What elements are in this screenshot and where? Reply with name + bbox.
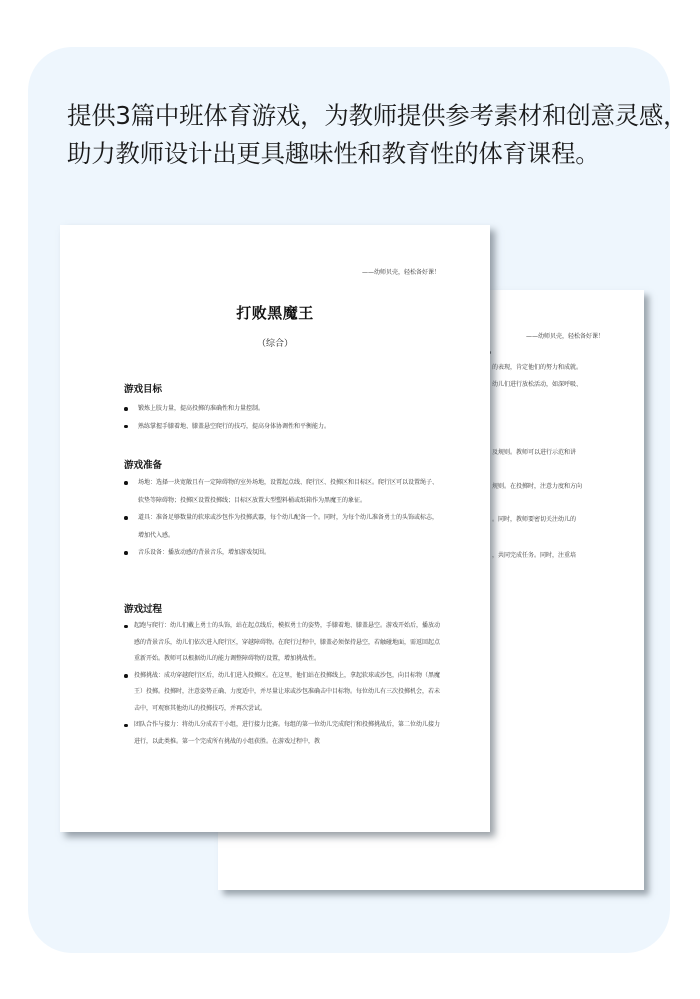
list-item: 音乐设备：播放动感的背景音乐，增加游戏氛围。 [124, 544, 440, 562]
list-item: 锻炼上肢力量，提高投掷的准确性和力量控制。 [124, 400, 440, 418]
document-title: 打败黑魔王 [236, 304, 314, 322]
document-page-front [60, 225, 490, 832]
text-fragment: 的表现，肯定他们的努力和成就。 [492, 364, 583, 371]
text-fragment: 。同时，教师要密切关注幼儿的 [492, 516, 577, 523]
preparation-list [124, 474, 440, 562]
list-item: 起跑与爬行：幼儿们戴上勇士的头饰，站在起点线后，模拟勇士的姿势，手膝着地、膝盖悬空。游戏开始后，播放动感的背景音乐，幼儿们依次进入爬行区，穿越障碍物。在爬行过程中，膝盖必须保持悬空，若触碰地面，需返回起点重新开始。教师可以根据幼儿的能力调整障碍物的设置，增加挑战性。 [124, 618, 440, 668]
text-fragment: 规则。在投掷时，注意力度和方向 [492, 483, 583, 490]
headline-line-2: 助力教师设计出更具趣味性和教育性的体育课程。 [67, 139, 600, 168]
goals-list [124, 400, 440, 435]
list-item: 熟练掌握手膝着地、膝盖悬空爬行的技巧，提高身体协调性和平衡能力。 [124, 418, 440, 436]
section-heading-process: 游戏过程 [124, 604, 163, 615]
headline [67, 97, 688, 173]
page-slogan: ——幼师贝壳，轻松备好课！ [525, 333, 604, 340]
text-fragment: 幼儿们进行放松活动，如深呼吸、 [492, 381, 583, 388]
process-list [124, 618, 440, 750]
headline-line-1: 提供3篇中班体育游戏，为教师提供参考素材和创意灵感， [67, 101, 688, 130]
list-item: 团队合作与接力：将幼儿分成若干小组，进行接力比赛。每组的第一位幼儿完成爬行和投掷挑战后，第二位幼儿接力进行，以此类推。第一个完成所有挑战的小组获胜。在游戏过程中，教 [124, 717, 440, 750]
list-item: 道具：准备足够数量的软球或沙包作为投掷武器，每个幼儿配备一个。同时，为每个幼儿准备勇士的头饰或标志，增加代入感。 [124, 509, 440, 544]
text-fragment: 及规则。教师可以进行示范和讲 [492, 449, 577, 456]
section-heading-goals: 游戏目标 [124, 384, 163, 395]
document-subtitle: （综合） [256, 339, 293, 349]
page-slogan: ——幼师贝壳，轻松备好课！ [361, 269, 440, 276]
list-item: 场地：选择一块宽敞且有一定障碍物的室外场地，设置起点线、爬行区、投掷区和目标区。爬行区可以设置绳子、软垫等障碍物；投掷区设置投掷线；目标区放置大型塑料桶或纸箱作为黑魔王的象征。 [124, 474, 440, 509]
section-heading-preparation: 游戏准备 [124, 460, 163, 471]
text-fragment: ，共同完成任务。同时，注重培 [492, 552, 577, 559]
list-item: 投掷挑战：成功穿越爬行区后，幼儿们进入投掷区。在这里，他们站在投掷线上，拿起软球或沙包，向目标物（黑魔王）投掷。投掷时，注意姿势正确、力度适中，并尽量让球或沙包准确击中目标物。每位幼儿有三次投掷机会，若未击中，可观察其他幼儿的投掷技巧，并再次尝试。 [124, 668, 440, 718]
